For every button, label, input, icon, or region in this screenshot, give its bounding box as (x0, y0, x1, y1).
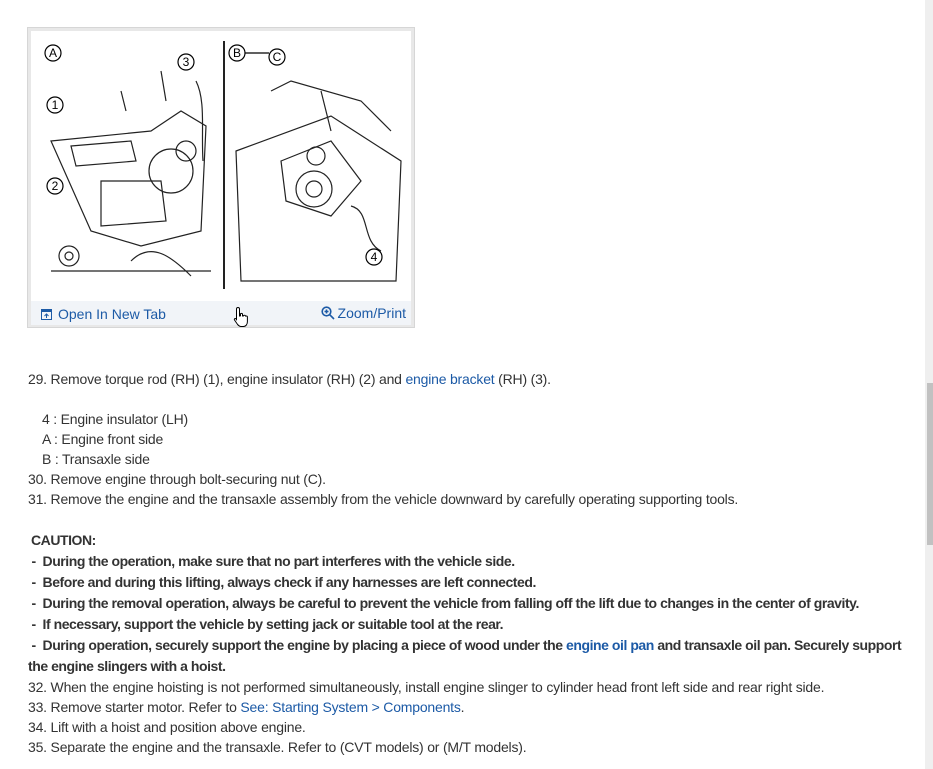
step-29-text: 29. Remove torque rod (RH) (1), engine insulator (RH) (2) and (28, 371, 406, 387)
diagram-label-b: B (232, 46, 242, 60)
procedure-content (28, 369, 923, 757)
caution-item: - Before and during this lifting, always check if any harnesses are left connected. (28, 574, 536, 590)
vertical-scrollbar[interactable] (925, 0, 933, 769)
diagram-label-3: 3 (182, 55, 190, 69)
caution-title: CAUTION: (31, 532, 96, 548)
step-35: 35. Separate the engine and the transaxle. Refer to (CVT models) or (M/T models). (28, 739, 527, 755)
step-34: 34. Lift with a hoist and position above engine. (28, 719, 306, 735)
zoom-in-icon (321, 306, 335, 320)
open-in-new-tab-link[interactable] (41, 306, 166, 322)
caution-item-text-end: and transaxle oil pan. Securely support (653, 637, 902, 653)
scrollbar-thumb[interactable] (927, 383, 933, 545)
step-29-text-end: (RH) (3). (494, 371, 551, 387)
step-33-text: 33. Remove starter motor. Refer to (28, 699, 241, 715)
step-33 (28, 697, 923, 717)
caution-item: - During the removal operation, always be careful to prevent the vehicle from falling off the lift due to changes in the center of gravity. (28, 595, 859, 611)
step-32: 32. When the engine hoisting is not performed simultaneously, install engine slinger to cylinder head front left side and rear right side. (28, 679, 825, 695)
caution-item-text: - During operation, securely support the engine by placing a piece of wood under the (28, 637, 567, 653)
caution-item-continued: the engine slingers with a hoist. (28, 658, 226, 674)
diagram-label-c: C (272, 50, 282, 64)
figure-toolbar (31, 301, 411, 325)
step-31: 31. Remove the engine and the transaxle assembly from the vehicle downward by carefully operating supporting tools. (28, 491, 739, 507)
step-29 (28, 369, 923, 389)
engine-oil-pan-link[interactable]: engine oil pan (566, 637, 654, 653)
caution-item: - If necessary, support the vehicle by setting jack or suitable tool at the rear. (28, 616, 504, 632)
legend-item: B : Transaxle side (42, 451, 150, 467)
engine-diagram[interactable] (31, 31, 411, 301)
starting-system-link[interactable]: See: Starting System > Components (240, 699, 461, 715)
diagram-label-1: 1 (51, 98, 59, 112)
engine-bracket-link[interactable]: engine bracket (405, 371, 495, 387)
figure-card (27, 27, 415, 328)
hand-pointer-cursor-icon (233, 306, 251, 331)
legend-item: A : Engine front side (42, 431, 164, 447)
step-33-text-end: . (460, 699, 465, 715)
caution-block (28, 530, 923, 677)
open-in-new-tab-label: Open In New Tab (58, 306, 166, 322)
legend-item: 4 : Engine insulator (LH) (42, 411, 188, 427)
caution-item: - During the operation, make sure that no part interferes with the vehicle side. (28, 553, 515, 569)
diagram-label-4: 4 (370, 250, 378, 264)
diagram-label-2: 2 (51, 179, 59, 193)
zoom-print-label: Zoom/Print (337, 305, 406, 321)
caution-item (28, 635, 923, 656)
diagram-label-a: A (48, 46, 58, 60)
zoom-print-link[interactable] (321, 305, 406, 321)
step-30: 30. Remove engine through bolt-securing nut (C). (28, 471, 326, 487)
open-new-tab-icon (41, 309, 52, 320)
